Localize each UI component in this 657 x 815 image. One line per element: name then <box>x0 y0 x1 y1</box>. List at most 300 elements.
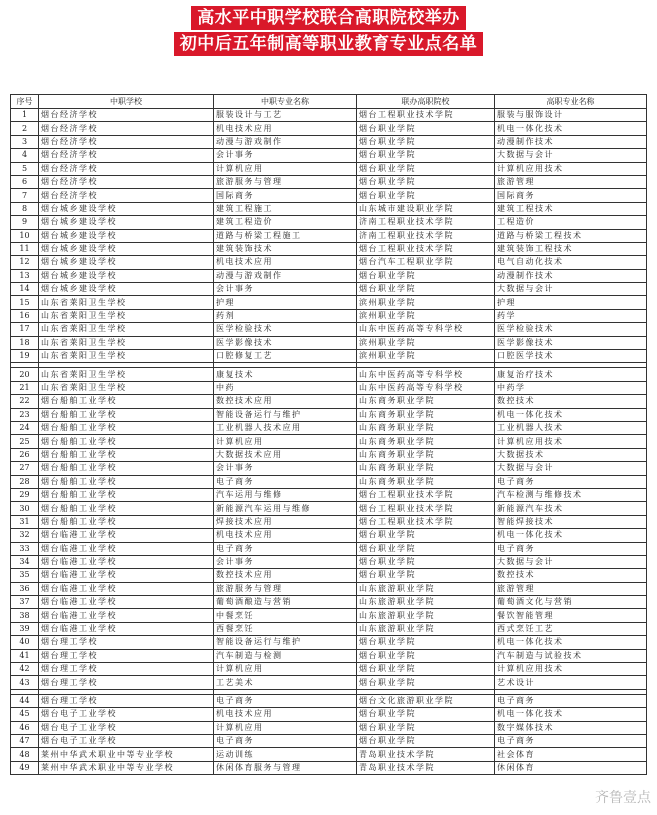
cell-college: 烟台职业学院 <box>357 162 495 175</box>
table-row <box>11 283 647 296</box>
cell-index: 48 <box>11 748 39 761</box>
cell-index: 27 <box>11 462 39 475</box>
cell-college: 滨州职业学院 <box>357 350 495 363</box>
cell-college: 烟台职业学院 <box>357 135 495 148</box>
cell-college-major: 口腔医学技术 <box>495 350 647 363</box>
cell-school: 烟台临港工业学校 <box>39 622 214 635</box>
cell-school-major: 医学检验技术 <box>214 323 357 336</box>
table-row <box>11 395 647 408</box>
table-row <box>11 649 647 662</box>
cell-school-major: 汽车制造与检测 <box>214 649 357 662</box>
cell-college: 烟台职业学院 <box>357 734 495 747</box>
watermark: 齐鲁壹点 <box>595 790 651 806</box>
cell-college: 山东商务职业学院 <box>357 395 495 408</box>
cell-school-major: 中餐烹饪 <box>214 609 357 622</box>
cell-school: 烟台船舶工业学校 <box>39 475 214 488</box>
cell-college: 烟台职业学院 <box>357 149 495 162</box>
cell-school-major: 西餐烹饪 <box>214 622 357 635</box>
table-row <box>11 162 647 175</box>
cell-college-major: 机电一体化技术 <box>495 708 647 721</box>
cell-college-major: 汽车制造与试验技术 <box>495 649 647 662</box>
cell-college: 烟台职业学院 <box>357 649 495 662</box>
title-line-2: 初中后五年制高等职业教育专业点名单 <box>174 32 484 56</box>
table-row <box>11 748 647 761</box>
table-row <box>11 663 647 676</box>
cell-index: 20 <box>11 368 39 381</box>
cell-college: 青岛职业技术学院 <box>357 748 495 761</box>
cell-school-major: 数控技术应用 <box>214 395 357 408</box>
cell-college-major: 旅游管理 <box>495 175 647 188</box>
cell-college: 山东旅游职业学院 <box>357 582 495 595</box>
cell-school-major: 药剂 <box>214 309 357 322</box>
cell-college-major: 数控技术 <box>495 569 647 582</box>
cell-school: 烟台城乡建设学校 <box>39 229 214 242</box>
cell-college-major: 新能源汽车技术 <box>495 502 647 515</box>
cell-index: 18 <box>11 336 39 349</box>
cell-school-major: 旅游服务与管理 <box>214 582 357 595</box>
cell-school-major: 医学影像技术 <box>214 336 357 349</box>
cell-school: 烟台电子工业学校 <box>39 734 214 747</box>
table-row <box>11 149 647 162</box>
table-row <box>11 229 647 242</box>
cell-college: 烟台职业学院 <box>357 555 495 568</box>
cell-college: 山东商务职业学院 <box>357 462 495 475</box>
cell-college-major: 数字媒体技术 <box>495 721 647 734</box>
cell-college-major: 大数据与会计 <box>495 149 647 162</box>
cell-college-major: 旅游管理 <box>495 582 647 595</box>
title-line-1: 高水平中职学校联合高职院校举办 <box>191 6 466 30</box>
cell-college: 烟台职业学院 <box>357 542 495 555</box>
cell-college: 滨州职业学院 <box>357 309 495 322</box>
table-row <box>11 381 647 394</box>
cell-college: 烟台职业学院 <box>357 529 495 542</box>
table-row <box>11 569 647 582</box>
table-row <box>11 135 647 148</box>
cell-index: 34 <box>11 555 39 568</box>
table-row <box>11 609 647 622</box>
table-row <box>11 721 647 734</box>
cell-college: 烟台职业学院 <box>357 269 495 282</box>
cell-school: 烟台理工学校 <box>39 663 214 676</box>
table-row <box>11 242 647 255</box>
cell-college: 烟台职业学院 <box>357 283 495 296</box>
table-row <box>11 216 647 229</box>
cell-college: 山东中医药高等专科学校 <box>357 323 495 336</box>
cell-school: 烟台理工学校 <box>39 636 214 649</box>
cell-school-major: 服装设计与工艺 <box>214 109 357 122</box>
cell-college-major: 汽车检测与维修技术 <box>495 488 647 501</box>
cell-index: 14 <box>11 283 39 296</box>
cell-college: 烟台工程职业技术学院 <box>357 502 495 515</box>
cell-school: 烟台船舶工业学校 <box>39 488 214 501</box>
table-row <box>11 515 647 528</box>
cell-college-major: 大数据与会计 <box>495 555 647 568</box>
cell-college: 烟台职业学院 <box>357 189 495 202</box>
cell-college: 山东商务职业学院 <box>357 475 495 488</box>
cell-college-major: 电气自动化技术 <box>495 256 647 269</box>
table-header-row <box>11 95 647 109</box>
header-school-major: 中职专业名称 <box>214 95 357 109</box>
cell-index: 28 <box>11 475 39 488</box>
table-row <box>11 323 647 336</box>
cell-college: 山东旅游职业学院 <box>357 622 495 635</box>
cell-index: 17 <box>11 323 39 336</box>
cell-college: 烟台职业学院 <box>357 708 495 721</box>
cell-school-major: 旅游服务与管理 <box>214 175 357 188</box>
cell-college-major: 建筑工程技术 <box>495 202 647 215</box>
cell-school-major: 建筑装饰技术 <box>214 242 357 255</box>
cell-index: 44 <box>11 694 39 707</box>
cell-school-major: 计算机应用 <box>214 721 357 734</box>
cell-school: 烟台理工学校 <box>39 649 214 662</box>
cell-college-major: 社会体育 <box>495 748 647 761</box>
cell-college: 烟台职业学院 <box>357 122 495 135</box>
cell-college-major: 电子商务 <box>495 475 647 488</box>
cell-school-major: 道路与桥梁工程施工 <box>214 229 357 242</box>
table-row <box>11 676 647 689</box>
cell-index: 11 <box>11 242 39 255</box>
cell-college: 山东商务职业学院 <box>357 421 495 434</box>
table-row <box>11 408 647 421</box>
cell-school-major: 智能设备运行与维护 <box>214 636 357 649</box>
table-row <box>11 488 647 501</box>
cell-school-major: 动漫与游戏制作 <box>214 269 357 282</box>
cell-index: 9 <box>11 216 39 229</box>
cell-school: 烟台临港工业学校 <box>39 582 214 595</box>
cell-school-major: 智能设备运行与维护 <box>214 408 357 421</box>
cell-school-major: 建筑工程造价 <box>214 216 357 229</box>
cell-index: 49 <box>11 761 39 774</box>
cell-college: 烟台职业学院 <box>357 569 495 582</box>
table-row <box>11 529 647 542</box>
cell-school: 山东省莱阳卫生学校 <box>39 368 214 381</box>
cell-index: 43 <box>11 676 39 689</box>
cell-college-major: 医学影像技术 <box>495 336 647 349</box>
table-row <box>11 189 647 202</box>
cell-school-major: 休闲体育服务与管理 <box>214 761 357 774</box>
header-index: 序号 <box>11 95 39 109</box>
table-row <box>11 256 647 269</box>
cell-school: 烟台城乡建设学校 <box>39 242 214 255</box>
cell-school-major: 工艺美术 <box>214 676 357 689</box>
cell-school-major: 中药 <box>214 381 357 394</box>
cell-school-major: 电子商务 <box>214 734 357 747</box>
cell-college: 烟台工程职业技术学院 <box>357 242 495 255</box>
cell-index: 3 <box>11 135 39 148</box>
table-row <box>11 502 647 515</box>
cell-college: 烟台职业学院 <box>357 175 495 188</box>
cell-college: 山东旅游职业学院 <box>357 596 495 609</box>
cell-school: 烟台经济学校 <box>39 109 214 122</box>
table-row <box>11 350 647 363</box>
cell-college: 山东中医药高等专科学校 <box>357 368 495 381</box>
cell-school-major: 电子商务 <box>214 694 357 707</box>
cell-college-major: 动漫制作技术 <box>495 269 647 282</box>
cell-school: 烟台城乡建设学校 <box>39 202 214 215</box>
cell-college-major: 计算机应用技术 <box>495 162 647 175</box>
cell-college-major: 机电一体化技术 <box>495 408 647 421</box>
cell-school-major: 机电技术应用 <box>214 529 357 542</box>
cell-college: 山东中医药高等专科学校 <box>357 381 495 394</box>
cell-school: 烟台船舶工业学校 <box>39 515 214 528</box>
cell-school: 烟台临港工业学校 <box>39 609 214 622</box>
cell-index: 40 <box>11 636 39 649</box>
cell-school: 山东省莱阳卫生学校 <box>39 381 214 394</box>
table-row <box>11 448 647 461</box>
cell-college-major: 工业机器人技术 <box>495 421 647 434</box>
cell-school-major: 护理 <box>214 296 357 309</box>
cell-college-major: 计算机应用技术 <box>495 435 647 448</box>
table-row <box>11 296 647 309</box>
cell-college-major: 艺术设计 <box>495 676 647 689</box>
cell-school: 莱州中华武术职业中等专业学校 <box>39 761 214 774</box>
cell-school: 烟台船舶工业学校 <box>39 395 214 408</box>
table-row <box>11 175 647 188</box>
cell-college: 山东商务职业学院 <box>357 435 495 448</box>
cell-college: 烟台职业学院 <box>357 676 495 689</box>
table-row <box>11 202 647 215</box>
cell-index: 38 <box>11 609 39 622</box>
cell-college: 烟台汽车工程职业学院 <box>357 256 495 269</box>
cell-school: 烟台船舶工业学校 <box>39 435 214 448</box>
cell-school: 烟台城乡建设学校 <box>39 216 214 229</box>
title-block <box>0 5 657 57</box>
cell-index: 31 <box>11 515 39 528</box>
cell-college: 烟台文化旅游职业学院 <box>357 694 495 707</box>
cell-college: 山东旅游职业学院 <box>357 609 495 622</box>
cell-college-major: 护理 <box>495 296 647 309</box>
cell-index: 26 <box>11 448 39 461</box>
cell-school: 烟台理工学校 <box>39 694 214 707</box>
cell-college: 烟台工程职业技术学院 <box>357 488 495 501</box>
table-row <box>11 462 647 475</box>
cell-school: 烟台理工学校 <box>39 676 214 689</box>
cell-school-major: 会计事务 <box>214 283 357 296</box>
cell-school: 烟台城乡建设学校 <box>39 256 214 269</box>
cell-school: 烟台电子工业学校 <box>39 721 214 734</box>
cell-school: 烟台临港工业学校 <box>39 529 214 542</box>
cell-school-major: 国际商务 <box>214 189 357 202</box>
cell-school: 烟台船舶工业学校 <box>39 502 214 515</box>
cell-school: 山东省莱阳卫生学校 <box>39 296 214 309</box>
cell-college-major: 智能焊接技术 <box>495 515 647 528</box>
cell-school-major: 动漫与游戏制作 <box>214 135 357 148</box>
cell-college: 烟台工程职业技术学院 <box>357 109 495 122</box>
cell-school: 烟台船舶工业学校 <box>39 448 214 461</box>
cell-school-major: 计算机应用 <box>214 663 357 676</box>
cell-college: 山东商务职业学院 <box>357 408 495 421</box>
cell-college: 烟台职业学院 <box>357 663 495 676</box>
cell-index: 21 <box>11 381 39 394</box>
cell-college-major: 大数据与会计 <box>495 283 647 296</box>
cell-school: 烟台临港工业学校 <box>39 542 214 555</box>
cell-college-major: 中药学 <box>495 381 647 394</box>
table-row <box>11 734 647 747</box>
cell-college-major: 工程造价 <box>495 216 647 229</box>
table-row <box>11 694 647 707</box>
cell-college: 济南工程职业技术学院 <box>357 229 495 242</box>
cell-index: 47 <box>11 734 39 747</box>
cell-index: 13 <box>11 269 39 282</box>
cell-index: 22 <box>11 395 39 408</box>
cell-school: 烟台临港工业学校 <box>39 596 214 609</box>
cell-college-major: 电子商务 <box>495 734 647 747</box>
cell-index: 2 <box>11 122 39 135</box>
header-college-major: 高职专业名称 <box>495 95 647 109</box>
cell-school: 烟台经济学校 <box>39 122 214 135</box>
table-row <box>11 708 647 721</box>
cell-index: 29 <box>11 488 39 501</box>
cell-college-major: 建筑装饰工程技术 <box>495 242 647 255</box>
cell-school-major: 电子商务 <box>214 542 357 555</box>
cell-index: 5 <box>11 162 39 175</box>
program-table <box>10 94 647 775</box>
table-row <box>11 542 647 555</box>
cell-college: 烟台职业学院 <box>357 721 495 734</box>
cell-school-major: 会计事务 <box>214 149 357 162</box>
table-row <box>11 435 647 448</box>
cell-index: 33 <box>11 542 39 555</box>
cell-school: 烟台船舶工业学校 <box>39 421 214 434</box>
cell-college-major: 动漫制作技术 <box>495 135 647 148</box>
cell-college-major: 国际商务 <box>495 189 647 202</box>
cell-school-major: 运动训练 <box>214 748 357 761</box>
cell-school: 烟台临港工业学校 <box>39 569 214 582</box>
cell-index: 25 <box>11 435 39 448</box>
cell-index: 32 <box>11 529 39 542</box>
cell-index: 10 <box>11 229 39 242</box>
cell-college-major: 餐饮智能管理 <box>495 609 647 622</box>
table-row <box>11 555 647 568</box>
cell-college-major: 服装与服饰设计 <box>495 109 647 122</box>
table-row <box>11 269 647 282</box>
cell-college-major: 机电一体化技术 <box>495 529 647 542</box>
cell-school-major: 数控技术应用 <box>214 569 357 582</box>
table-row <box>11 309 647 322</box>
table-row <box>11 368 647 381</box>
table-body <box>11 109 647 775</box>
cell-index: 45 <box>11 708 39 721</box>
cell-index: 1 <box>11 109 39 122</box>
cell-college: 青岛职业技术学院 <box>357 761 495 774</box>
cell-school-major: 口腔修复工艺 <box>214 350 357 363</box>
cell-college: 烟台工程职业技术学院 <box>357 515 495 528</box>
cell-school-major: 葡萄酒酿造与营销 <box>214 596 357 609</box>
cell-school-major: 新能源汽车运用与维修 <box>214 502 357 515</box>
cell-school-major: 工业机器人技术应用 <box>214 421 357 434</box>
cell-college-major: 康复治疗技术 <box>495 368 647 381</box>
table-row <box>11 636 647 649</box>
cell-school: 烟台船舶工业学校 <box>39 408 214 421</box>
cell-index: 12 <box>11 256 39 269</box>
cell-index: 4 <box>11 149 39 162</box>
cell-school-major: 会计事务 <box>214 555 357 568</box>
cell-school: 烟台经济学校 <box>39 189 214 202</box>
cell-school: 烟台经济学校 <box>39 135 214 148</box>
table-row <box>11 122 647 135</box>
cell-school-major: 建筑工程施工 <box>214 202 357 215</box>
cell-school-major: 机电技术应用 <box>214 708 357 721</box>
table-row <box>11 582 647 595</box>
cell-college-major: 医学检验技术 <box>495 323 647 336</box>
cell-college-major: 道路与桥梁工程技术 <box>495 229 647 242</box>
cell-index: 37 <box>11 596 39 609</box>
cell-school-major: 康复技术 <box>214 368 357 381</box>
cell-index: 19 <box>11 350 39 363</box>
cell-school-major: 会计事务 <box>214 462 357 475</box>
cell-college-major: 电子商务 <box>495 542 647 555</box>
cell-school-major: 计算机应用 <box>214 435 357 448</box>
table-row <box>11 622 647 635</box>
cell-college-major: 数控技术 <box>495 395 647 408</box>
cell-school: 山东省莱阳卫生学校 <box>39 323 214 336</box>
table-row <box>11 596 647 609</box>
cell-school-major: 汽车运用与维修 <box>214 488 357 501</box>
cell-index: 23 <box>11 408 39 421</box>
table-row <box>11 421 647 434</box>
cell-college: 滨州职业学院 <box>357 296 495 309</box>
cell-school: 烟台电子工业学校 <box>39 708 214 721</box>
cell-college-major: 休闲体育 <box>495 761 647 774</box>
cell-college: 滨州职业学院 <box>357 336 495 349</box>
cell-school-major: 计算机应用 <box>214 162 357 175</box>
cell-school: 山东省莱阳卫生学校 <box>39 336 214 349</box>
cell-school-major: 焊接技术应用 <box>214 515 357 528</box>
cell-college-major: 西式烹饪工艺 <box>495 622 647 635</box>
cell-index: 7 <box>11 189 39 202</box>
cell-school: 烟台经济学校 <box>39 162 214 175</box>
cell-index: 6 <box>11 175 39 188</box>
cell-index: 46 <box>11 721 39 734</box>
cell-index: 39 <box>11 622 39 635</box>
cell-school-major: 电子商务 <box>214 475 357 488</box>
cell-college-major: 机电一体化技术 <box>495 122 647 135</box>
table-row <box>11 761 647 774</box>
cell-school-major: 大数据技术应用 <box>214 448 357 461</box>
cell-school-major: 机电技术应用 <box>214 256 357 269</box>
cell-index: 36 <box>11 582 39 595</box>
cell-index: 42 <box>11 663 39 676</box>
cell-college-major: 大数据技术 <box>495 448 647 461</box>
table-row <box>11 109 647 122</box>
cell-index: 15 <box>11 296 39 309</box>
cell-index: 24 <box>11 421 39 434</box>
cell-college: 济南工程职业技术学院 <box>357 216 495 229</box>
cell-school: 烟台临港工业学校 <box>39 555 214 568</box>
cell-college-major: 计算机应用技术 <box>495 663 647 676</box>
cell-index: 30 <box>11 502 39 515</box>
cell-index: 35 <box>11 569 39 582</box>
cell-school: 烟台城乡建设学校 <box>39 283 214 296</box>
cell-college-major: 葡萄酒文化与营销 <box>495 596 647 609</box>
cell-school-major: 机电技术应用 <box>214 122 357 135</box>
header-school: 中职学校 <box>39 95 214 109</box>
table-row <box>11 336 647 349</box>
table-row <box>11 475 647 488</box>
cell-college-major: 大数据与会计 <box>495 462 647 475</box>
cell-college: 山东城市建设职业学院 <box>357 202 495 215</box>
cell-college: 山东商务职业学院 <box>357 448 495 461</box>
cell-school: 烟台城乡建设学校 <box>39 269 214 282</box>
cell-index: 41 <box>11 649 39 662</box>
cell-school: 烟台经济学校 <box>39 175 214 188</box>
cell-index: 8 <box>11 202 39 215</box>
cell-college-major: 电子商务 <box>495 694 647 707</box>
cell-school: 莱州中华武术职业中等专业学校 <box>39 748 214 761</box>
cell-school: 山东省莱阳卫生学校 <box>39 350 214 363</box>
cell-college: 烟台职业学院 <box>357 636 495 649</box>
header-college: 联办高职院校 <box>357 95 495 109</box>
